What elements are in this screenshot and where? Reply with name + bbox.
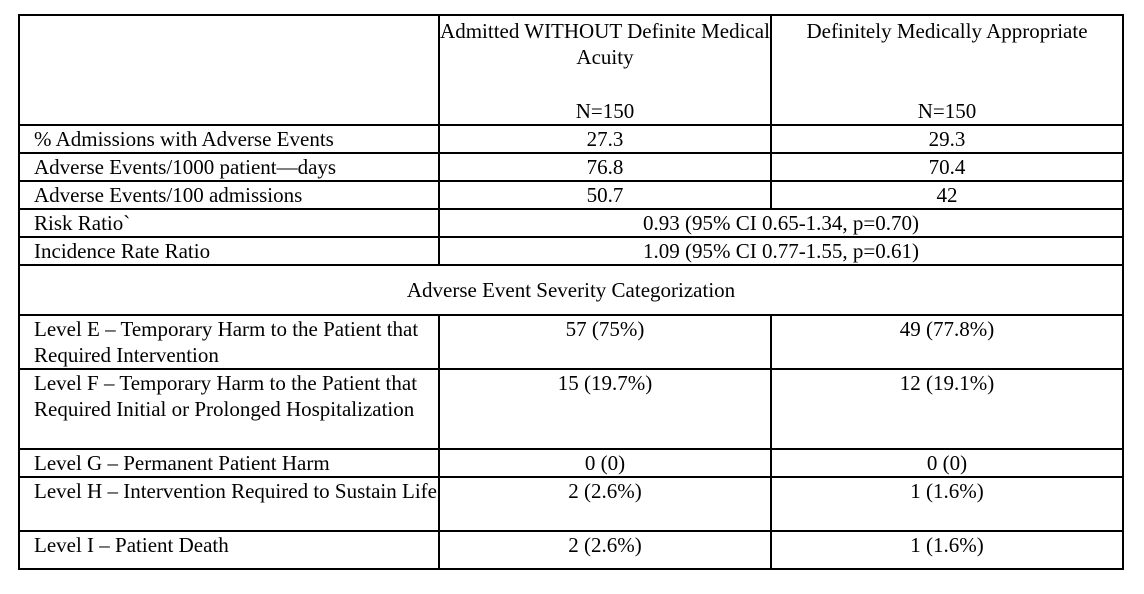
level-row — [19, 477, 1123, 531]
level-label: Level F – Temporary Harm to the Patient that Required Initial or Prolonged Hospitalization — [19, 369, 439, 449]
row-label: % Admissions with Adverse Events — [19, 125, 439, 153]
section-row — [19, 265, 1123, 315]
row-label: Adverse Events/100 admissions — [19, 181, 439, 209]
cell-value: 50.7 — [439, 181, 771, 209]
cell-value: 0 (0) — [771, 449, 1123, 477]
level-label: Level H – Intervention Required to Sustain Life — [19, 477, 439, 531]
column-n: N=150 — [575, 99, 635, 123]
cell-value: 2 (2.6%) — [439, 531, 771, 569]
ratio-value: 1.09 (95% CI 0.77-1.55, p=0.61) — [439, 237, 1123, 265]
level-label: Level G – Permanent Patient Harm — [19, 449, 439, 477]
cell-value: 70.4 — [771, 153, 1123, 181]
cell-value: 76.8 — [439, 153, 771, 181]
level-label: Level I – Patient Death — [19, 531, 439, 569]
cell-value: 29.3 — [771, 125, 1123, 153]
table-row — [19, 153, 1123, 181]
ratio-row — [19, 237, 1123, 265]
table-row — [19, 181, 1123, 209]
level-row — [19, 315, 1123, 369]
row-label: Adverse Events/1000 patient—days — [19, 153, 439, 181]
column-n: N=150 — [917, 99, 977, 123]
level-row — [19, 449, 1123, 477]
cell-value: 15 (19.7%) — [439, 369, 771, 449]
cell-value: 49 (77.8%) — [771, 315, 1123, 369]
level-row — [19, 531, 1123, 569]
cell-value: 1 (1.6%) — [771, 531, 1123, 569]
column-header-without-acuity — [439, 15, 771, 125]
column-title: Admitted WITHOUT Definite Medical Acuity — [440, 19, 770, 69]
table-row — [19, 125, 1123, 153]
section-title: Adverse Event Severity Categorization — [19, 265, 1123, 315]
column-header-appropriate — [771, 15, 1123, 125]
row-label: Incidence Rate Ratio — [19, 237, 439, 265]
cell-value: 1 (1.6%) — [771, 477, 1123, 531]
cell-value: 27.3 — [439, 125, 771, 153]
adverse-events-table — [18, 14, 1124, 570]
header-row — [19, 15, 1123, 125]
row-label: Risk Ratio` — [19, 209, 439, 237]
cell-value: 0 (0) — [439, 449, 771, 477]
ratio-value: 0.93 (95% CI 0.65-1.34, p=0.70) — [439, 209, 1123, 237]
cell-value: 12 (19.1%) — [771, 369, 1123, 449]
level-row — [19, 369, 1123, 449]
ratio-row — [19, 209, 1123, 237]
empty-header-cell — [19, 15, 439, 125]
cell-value: 42 — [771, 181, 1123, 209]
cell-value: 57 (75%) — [439, 315, 771, 369]
column-title: Definitely Medically Appropriate — [806, 19, 1088, 43]
level-label: Level E – Temporary Harm to the Patient that Required Intervention — [19, 315, 439, 369]
cell-value: 2 (2.6%) — [439, 477, 771, 531]
